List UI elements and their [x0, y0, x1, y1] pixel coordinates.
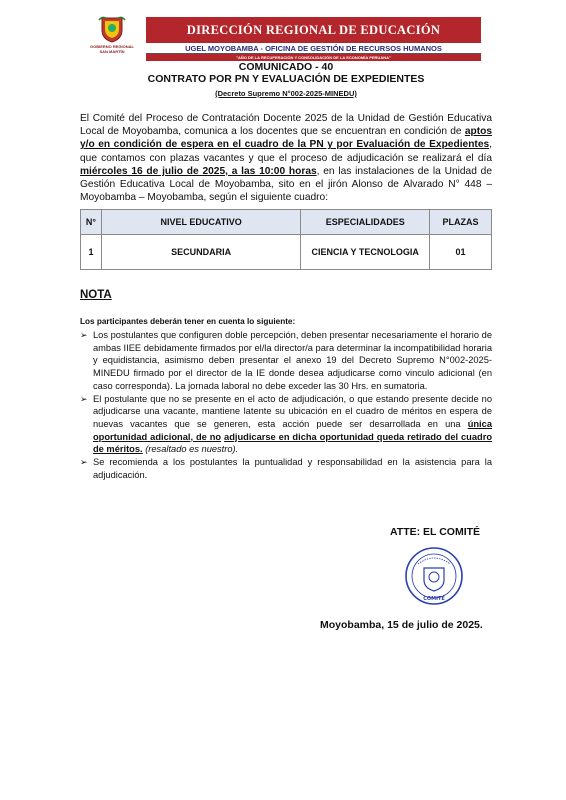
list-item [80, 329, 492, 393]
vacancies-table [80, 209, 492, 270]
notes-list [80, 329, 492, 481]
table-row [81, 235, 492, 270]
note-text: Se recomienda a los postulantes la puntualidad y responsabilidad en la asistencia para la adjudicación. [93, 457, 492, 480]
signature-line: ATTE: EL COMITÉ [390, 526, 481, 538]
cell-slots: 01 [430, 235, 492, 270]
regional-government-logo [86, 14, 138, 62]
place-and-date: Moyobamba, 15 de julio de 2025. [320, 619, 483, 631]
cell-number: 1 [81, 235, 102, 270]
committee-seal-icon [404, 546, 464, 606]
main-paragraph [80, 112, 492, 204]
para-text-2: , que contamos con plazas vacantes y que el proceso de adjudicación se realizará el día [80, 139, 492, 164]
header-banner-subtitle: UGEL MOYOBAMBA - OFICINA DE GESTIÓN DE RECURSOS HUMANOS [146, 43, 481, 54]
cell-level: SECUNDARIA [101, 235, 300, 270]
note-emphasis: única oportunidad adicional, de no [93, 418, 492, 442]
para-text-1: El Comité del Proceso de Contratación Docente 2025 de la Unidad de Gestión Educativa Local de Moyobamba, comunica a los docentes que se encuentran en condición de [80, 113, 492, 138]
para-text-3: , en las instalaciones de la Unidad de Gestión Educativa Local de Moyobamba, sito en el jirón Alonso de Alvarado N° 448 – Moyobamba – Moyobamba, según el siguiente cuadro: [80, 165, 492, 204]
header-banner-title: DIRECCIÓN REGIONAL DE EDUCACIÓN [146, 17, 481, 43]
note-text: Los postulantes que configuren doble percepción, deben presentar necesariamente el horario de ambas IIEE debidamente firmados por el/la director/a para determinar la incompatibilidad horaria y equidistancia, asimismo deben presentar el anexo 19 del Decreto Supremo N°002-2025-MINEDU firmado por el director de la IE donde desea adjudicarse como vinculo adicional (en caso corresponda). La jornada laboral no debe exceder las 30 Hrs. en sumatoria. [93, 330, 492, 391]
decree-reference: (Decreto Supremo N°002-2025-MINEDU) [215, 89, 357, 98]
nota-heading: NOTA [80, 289, 112, 301]
communique-number: COMUNICADO - 40 [238, 61, 334, 73]
note-text: El postulante que no se presente en el acto de adjudicación, o que estando presente decide no adjudicarse una vacante, mantiene latente su ubicación en el cuadro de méritos en espera de nuevas vacantes que se generen, esta acción puede ser desarrollada en una [93, 393, 492, 429]
arrow-bullet-icon: ➢ [80, 330, 88, 340]
document-titles [80, 61, 492, 100]
communique-title: CONTRATO POR PN Y EVALUACIÓN DE EXPEDIENTES [147, 73, 425, 85]
col-header-level: NIVEL EDUCATIVO [101, 210, 300, 235]
note-emphasis: adjudicarse en dicha oportunidad queda retirado del cuadro de méritos. [93, 431, 492, 455]
para-bold-date: miércoles 16 de julio de 2025, a las 10:00 horas [80, 165, 317, 177]
note-italic: (resaltado es nuestro). [142, 444, 239, 455]
coat-of-arms-icon [97, 14, 127, 44]
col-header-slots: PLAZAS [430, 210, 492, 235]
col-header-number: N° [81, 210, 102, 235]
arrow-bullet-icon: ➢ [80, 457, 88, 468]
table-header-row [81, 210, 492, 235]
header-banner-motto: "AÑO DE LA RECUPERACIÓN Y CONSOLIDACIÓN DE LA ECONOMÍA PERUANA" [146, 54, 481, 61]
para-bold-candidates: aptos y/o en condición de espera en el cuadro de la PN y por Evaluación de Expedientes [80, 126, 492, 151]
seal-text: COMITÉ [423, 596, 445, 602]
col-header-specialty: ESPECIALIDADES [301, 210, 430, 235]
arrow-bullet-icon: ➢ [80, 393, 88, 404]
cell-specialty: CIENCIA Y TECNOLOGIA [301, 235, 430, 270]
list-item [80, 456, 492, 481]
nota-intro: Los participantes deberán tener en cuenta lo siguiente: [80, 317, 296, 326]
logo-caption: GOBIERNO REGIONAL SAN MARTÍN [89, 44, 134, 54]
list-item [80, 393, 492, 457]
